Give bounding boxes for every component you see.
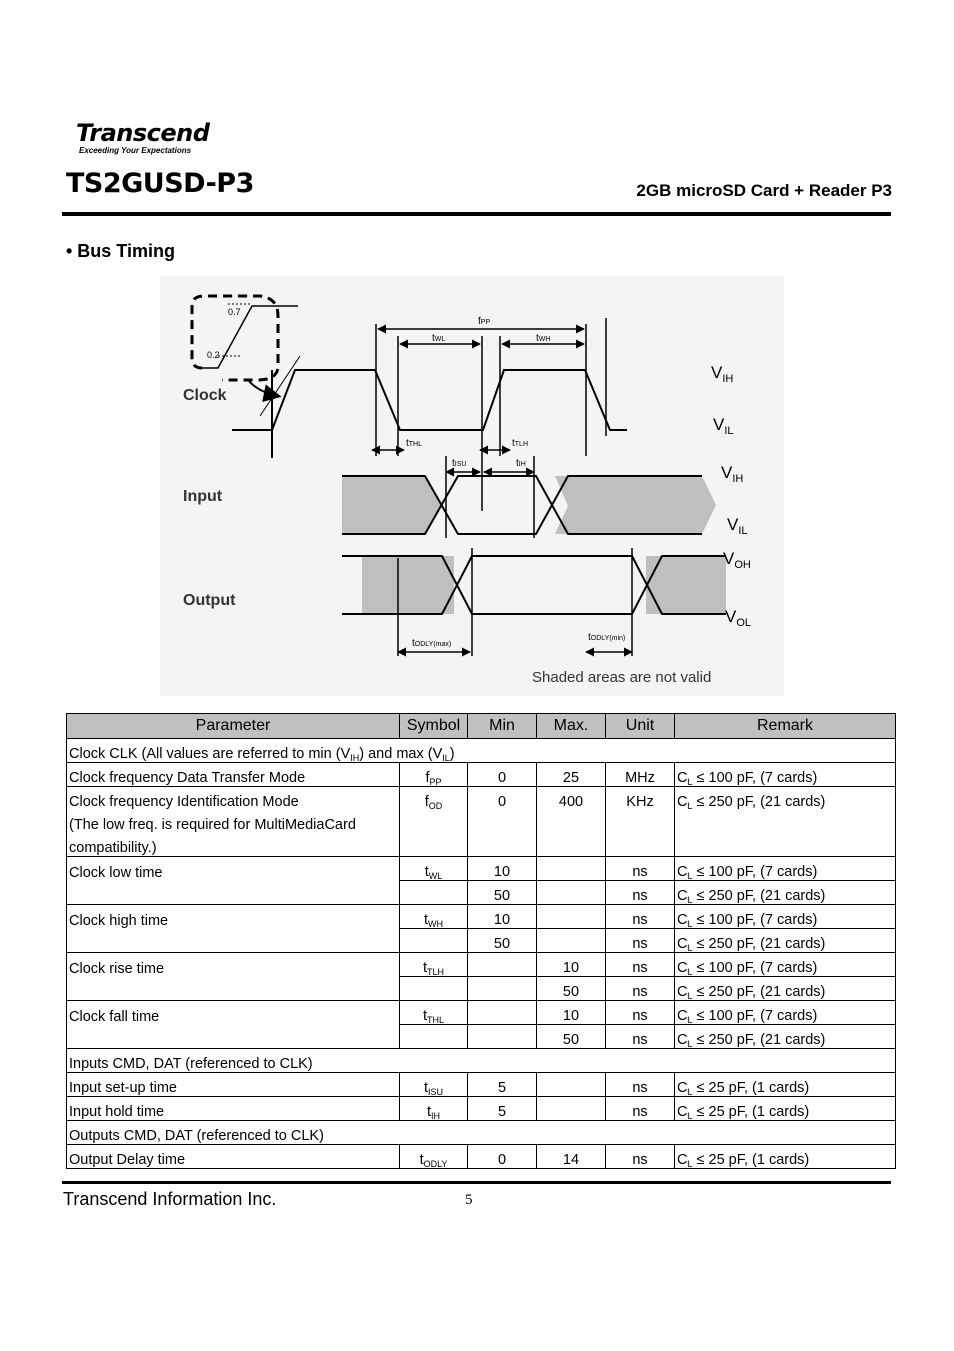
parameter-cell: Clock low time (67, 857, 400, 881)
min-cell (468, 977, 537, 1001)
min-cell (468, 953, 537, 977)
max-cell: 14 (537, 1145, 606, 1169)
unit-cell: ns (606, 857, 675, 881)
unit-cell: ns (606, 1097, 675, 1121)
parameter-cell: Clock frequency Data Transfer Mode (67, 763, 400, 787)
remark-cell: $C_L \le 250$ pF, (21 cards) (675, 881, 896, 905)
parameter-cell: Clock high time (67, 905, 400, 929)
table-header-row (67, 714, 896, 739)
input-signal-label: Input (183, 488, 223, 505)
header-rule (62, 212, 891, 216)
parameter-cell: Output Delay time (67, 1145, 400, 1169)
table-row-twl-2 (67, 881, 896, 905)
max-cell (537, 881, 606, 905)
max-cell (537, 1097, 606, 1121)
svg-text:VIL: $V_{IL}$ (727, 515, 748, 537)
inset-high-label: 0.7 (228, 307, 241, 317)
group-header-cell: Outputs CMD, DAT (referenced to CLK) (67, 1121, 896, 1145)
output-signal-label: Output (183, 592, 236, 609)
group-header-cell: Inputs CMD, DAT (referenced to CLK) (67, 1049, 896, 1073)
max-cell (537, 905, 606, 929)
svg-text:VOH: $V_{OH}$ (723, 549, 751, 571)
table-row-fod-cont (67, 810, 896, 833)
symbol-cell (400, 977, 468, 1001)
logo-name: Transcend (76, 119, 210, 147)
max-cell: 400 (537, 787, 606, 811)
svg-text:tISU: tISU (452, 458, 467, 469)
model-number: TS2GUSD-P3 (66, 168, 254, 199)
svg-text:tODLY(min): tODLY(min) (588, 632, 626, 643)
unit-cell: ns (606, 1025, 675, 1049)
footer-rule (62, 1181, 891, 1184)
min-cell (468, 1025, 537, 1049)
header-max: Max. (537, 714, 606, 739)
symbol-cell (400, 929, 468, 953)
table-row-twh (67, 905, 896, 929)
table-row-twh-2 (67, 929, 896, 953)
min-cell: 0 (468, 1145, 537, 1169)
header-remark: Remark (675, 714, 896, 739)
table-row-ttlh-2 (67, 977, 896, 1001)
svg-text:VIH: $V_{IH}$ (711, 363, 734, 385)
min-cell: 50 (468, 881, 537, 905)
table-row-tih (67, 1097, 896, 1121)
svg-text:VIL: $V_{IL}$ (713, 415, 734, 437)
table-row-outputs-group (67, 1121, 896, 1145)
svg-text:tODLY(max): tODLY(max) (412, 638, 452, 649)
unit-cell: ns (606, 953, 675, 977)
symbol-cell (400, 1025, 468, 1049)
max-cell (537, 857, 606, 881)
remark-cell: $C_L \le 250$ pF, (21 cards) (675, 929, 896, 953)
unit-cell: ns (606, 1001, 675, 1025)
parameter-cell: Clock fall time (67, 1001, 400, 1025)
symbol-cell (400, 881, 468, 905)
min-cell: 5 (468, 1097, 537, 1121)
max-cell: 50 (537, 1025, 606, 1049)
product-name: 2GB microSD Card + Reader P3 (636, 181, 892, 200)
min-cell: 10 (468, 857, 537, 881)
parameter-cell (67, 977, 400, 1001)
svg-text:tWL: tWL (432, 333, 446, 344)
remark-cell: $C_L \le 25$ pF, (1 cards) (675, 1097, 896, 1121)
table-row-inputs-group (67, 1049, 896, 1073)
max-cell: 50 (537, 977, 606, 1001)
max-cell: 25 (537, 763, 606, 787)
unit-cell: ns (606, 977, 675, 1001)
remark-cell: $C_L \le 100$ pF, (7 cards) (675, 905, 896, 929)
min-cell: 10 (468, 905, 537, 929)
parameter-cell (67, 1025, 400, 1049)
symbol-cell: $t_{WH}$ (400, 905, 468, 929)
symbol-cell: $t_{ODLY}$ (400, 1145, 468, 1169)
clock-signal-label: Clock (183, 387, 227, 404)
symbol-cell: $t_{THL}$ (400, 1001, 468, 1025)
parameter-cell (67, 881, 400, 905)
min-cell: 0 (468, 787, 537, 811)
shaded-areas-note: Shaded areas are not valid (532, 669, 712, 686)
inset-low-label: 0.2 (207, 350, 220, 360)
table-row-fpp (67, 763, 896, 787)
table-row-twl (67, 857, 896, 881)
table-row-tthl-2 (67, 1025, 896, 1049)
footer-company: Transcend Information Inc. (63, 1189, 277, 1209)
section-title: • Bus Timing (66, 241, 175, 261)
header-parameter: Parameter (67, 714, 400, 739)
min-cell: 50 (468, 929, 537, 953)
remark-cell: $C_L \le 25$ pF, (1 cards) (675, 1073, 896, 1097)
parameter-cell: compatibility.) (67, 833, 400, 857)
max-cell (537, 929, 606, 953)
group-header-cell: Clock CLK (All values are referred to $\min (V_{IH})$ and $\max (V_{IL})$ (67, 739, 896, 763)
svg-text:tTHL: tTHL (406, 438, 423, 449)
svg-text:VIH: $V_{IH}$ (721, 463, 744, 485)
unit-cell: ns (606, 1073, 675, 1097)
symbol-cell: $t_{ISU}$ (400, 1073, 468, 1097)
header-unit: Unit (606, 714, 675, 739)
unit-cell: KHz (606, 787, 675, 811)
remark-cell: $C_L \le 100$ pF, (7 cards) (675, 1001, 896, 1025)
min-cell: 5 (468, 1073, 537, 1097)
parameter-cell (67, 929, 400, 953)
symbol-cell: $t_{TLH}$ (400, 953, 468, 977)
max-cell: 10 (537, 953, 606, 977)
svg-text:fPP: fPP (478, 316, 491, 327)
bus-timing-table (66, 713, 896, 1169)
table-row-clock-group (67, 739, 896, 763)
symbol-cell: $t_{WL}$ (400, 857, 468, 881)
parameter-cell: Clock frequency Identification Mode (67, 787, 400, 811)
header-min: Min (468, 714, 537, 739)
min-cell (468, 1001, 537, 1025)
table-row-ttlh (67, 953, 896, 977)
parameter-cell: Input hold time (67, 1097, 400, 1121)
max-cell (537, 1073, 606, 1097)
remark-cell: $C_L \le 250$ pF, (21 cards) (675, 1025, 896, 1049)
parameter-cell: (The low freq. is required for MultiMediaCard (67, 810, 400, 833)
unit-cell: ns (606, 905, 675, 929)
remark-cell: $C_L \le 100$ pF, (7 cards) (675, 763, 896, 787)
svg-text:tWH: tWH (536, 333, 551, 344)
unit-cell: ns (606, 929, 675, 953)
symbol-cell: $f_{PP}$ (400, 763, 468, 787)
symbol-cell: $f_{OD}$ (400, 787, 468, 811)
unit-cell: MHz (606, 763, 675, 787)
parameter-cell: Input set-up time (67, 1073, 400, 1097)
table-row-todly (67, 1145, 896, 1169)
remark-cell: $C_L \le 250$ pF, (21 cards) (675, 977, 896, 1001)
table-row-fod (67, 787, 896, 811)
page-number: 5 (465, 1192, 473, 1208)
unit-cell: ns (606, 881, 675, 905)
table-row-fod-cont (67, 833, 896, 857)
parameter-cell: Clock rise time (67, 953, 400, 977)
symbol-cell: $t_{IH}$ (400, 1097, 468, 1121)
remark-cell: $C_L \le 250$ pF, (21 cards) (675, 787, 896, 811)
unit-cell: ns (606, 1145, 675, 1169)
logo-tagline: Exceeding Your Expectations (79, 146, 192, 155)
remark-cell: $C_L \le 25$ pF, (1 cards) (675, 1145, 896, 1169)
min-cell: 0 (468, 763, 537, 787)
remark-cell: $C_L \le 100$ pF, (7 cards) (675, 857, 896, 881)
remark-cell: $C_L \le 100$ pF, (7 cards) (675, 953, 896, 977)
svg-text:tTLH: tTLH (512, 438, 529, 449)
bus-timing-diagram (160, 276, 784, 696)
company-logo (76, 120, 209, 156)
table-row-tthl (67, 1001, 896, 1025)
header-symbol: Symbol (400, 714, 468, 739)
table-row-tisu (67, 1073, 896, 1097)
svg-text:VOL: $V_{OL}$ (725, 607, 752, 629)
svg-text:tIH: tIH (516, 458, 526, 469)
max-cell: 10 (537, 1001, 606, 1025)
